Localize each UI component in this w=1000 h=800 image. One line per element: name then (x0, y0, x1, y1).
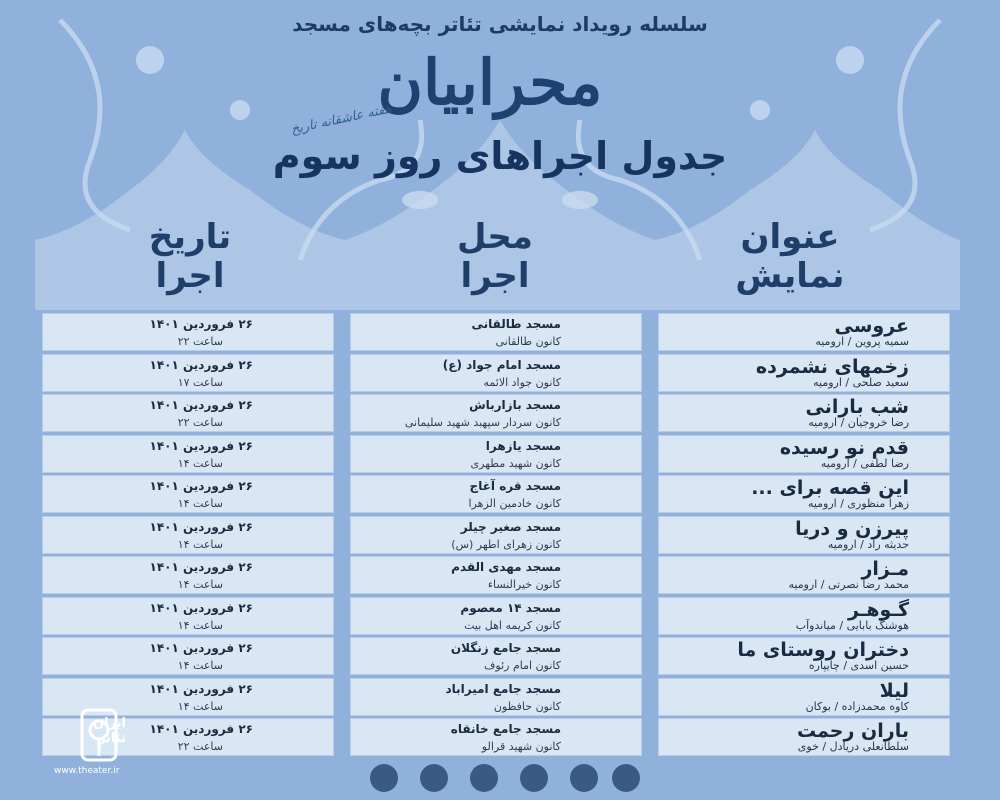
venue-mosque: مسجد ۱۴ معصوم (460, 600, 561, 615)
venue-center: کانون حافظون (493, 699, 561, 713)
venue-cell (350, 556, 642, 594)
venue-cell (350, 516, 642, 554)
date-cell (42, 313, 334, 351)
date-cell (42, 637, 334, 675)
column-header-date-line2: اجرا (155, 256, 225, 297)
date-cell (42, 516, 334, 554)
show-author: محمد رضا نصرتی / ارومیه (788, 578, 909, 591)
watermark-name: ایران تئاتر (93, 716, 126, 746)
watermark-url: www.theater.ir (54, 766, 120, 776)
table-row (0, 394, 1000, 434)
show-title: لیلا (879, 679, 909, 702)
venue-cell (350, 313, 642, 351)
show-title: عروسی (834, 315, 909, 337)
table-row (0, 637, 1000, 677)
series-heading: سلسله رویداد نمایشی تئاتر بچه‌های مسجد (292, 12, 708, 36)
performance-time: ساعت ۱۷ (177, 375, 223, 389)
show-title: قدم نو رسیده (779, 436, 909, 459)
performance-date: ۲۶ فروردین ۱۴۰۱ (149, 722, 253, 736)
performance-date: ۲۶ فروردین ۱۴۰۱ (149, 317, 253, 331)
venue-mosque: مسجد طالقانی (471, 317, 561, 331)
table-row (0, 475, 1000, 515)
column-header-place-line1: محل (457, 217, 533, 257)
performance-date: ۲۶ فروردین ۱۴۰۱ (149, 560, 253, 574)
performance-date: ۲۶ فروردین ۱۴۰۱ (149, 600, 253, 615)
show-title-cell (658, 394, 950, 432)
venue-mosque: مسجد جامع خانقاه (450, 722, 561, 736)
show-title: این قصه برای ... (751, 477, 909, 499)
venue-center: کانون امام رئوف (484, 659, 561, 672)
venue-cell (350, 394, 642, 432)
show-author: زهرا منظوری / ارومیه (807, 497, 909, 510)
table-row (0, 597, 1000, 637)
venue-mosque: مسجد یازهرا (485, 438, 561, 453)
venue-center: کانون شهید قرالو (481, 740, 561, 753)
show-title-cell (658, 678, 950, 716)
show-author: سمیه پروین / ارومیه (815, 335, 909, 348)
performance-date: ۲۶ فروردین ۱۴۰۱ (149, 519, 253, 534)
column-header-title-line2: نمایش (735, 256, 845, 297)
venue-mosque: مسجد بازارباش (469, 398, 561, 412)
venue-center: کانون کریمه اهل بیت (464, 618, 561, 632)
table-row (0, 678, 1000, 718)
venue-cell (350, 678, 642, 716)
performance-time: ساعت ۱۴ (177, 699, 223, 713)
venue-mosque: مسجد مهدی القدم (451, 560, 561, 574)
performance-time: ساعت ۱۴ (177, 497, 223, 510)
show-title: گـوهـر (848, 598, 909, 621)
venue-cell (350, 475, 642, 513)
date-cell (42, 556, 334, 594)
venue-cell (350, 354, 642, 392)
performance-time: ساعت ۱۴ (177, 456, 223, 470)
iran-theater-watermark (26, 706, 126, 786)
show-author: حسین اسدی / چایپاره (808, 659, 909, 672)
performance-date: ۲۶ فروردین ۱۴۰۱ (149, 641, 253, 655)
venue-center: کانون جواد الائمه (483, 375, 561, 389)
show-author: سلطانعلی دریادل / خوی (797, 740, 909, 753)
table-row (0, 435, 1000, 475)
column-header-date-line1: تاریخ (148, 217, 232, 257)
venue-mosque: مسجد قره آغاج (469, 479, 561, 493)
column-header-title (700, 218, 880, 296)
schedule-title: جدول اجراهای روز سوم (272, 134, 728, 178)
venue-cell (350, 718, 642, 756)
festival-logo: محرابیان (377, 46, 603, 119)
venue-mosque: مسجد امام جواد (ع) (442, 357, 561, 372)
performance-date: ۲۶ فروردین ۱۴۰۱ (149, 681, 253, 696)
venue-mosque: مسجد جامع زنگلان (450, 641, 561, 655)
show-title-cell (658, 313, 950, 351)
show-title: دختران روستای ما (737, 639, 909, 661)
venue-mosque: مسجد صغیر چیلر (460, 519, 561, 534)
show-title: باران رحمت (796, 720, 909, 742)
venue-cell (350, 597, 642, 635)
sponsor-logo (370, 764, 398, 792)
venue-center: کانون خیرالنساء (487, 578, 561, 591)
show-title: مـزار (861, 558, 909, 580)
show-author: سعید صلحی / ارومیه (813, 375, 909, 389)
show-title-cell (658, 475, 950, 513)
show-title-cell (658, 516, 950, 554)
date-cell (42, 435, 334, 473)
venue-center: کانون زهرای اطهر (س) (451, 537, 561, 551)
performance-time: ساعت ۲۲ (177, 416, 223, 429)
show-title-cell (658, 435, 950, 473)
venue-center: کانون شهید مطهری (470, 456, 561, 470)
sponsor-logo (470, 764, 498, 792)
show-title-cell (658, 556, 950, 594)
festival-logo-subtext: هفته عاشقانه تاریخ (289, 101, 393, 138)
performance-time: ساعت ۲۲ (177, 740, 223, 753)
venue-cell (350, 637, 642, 675)
show-author: کاوه محمدزاده / بوکان (805, 699, 909, 713)
show-title-cell (658, 354, 950, 392)
date-cell (42, 354, 334, 392)
venue-mosque: مسجد جامع امیراباد (445, 681, 561, 696)
show-title-cell (658, 597, 950, 635)
date-cell (42, 394, 334, 432)
column-header-title-line1: عنوان (740, 217, 840, 257)
venue-cell (350, 435, 642, 473)
sponsor-logos (350, 756, 650, 796)
show-title-cell (658, 718, 950, 756)
show-title: پیرزن و دریا (795, 517, 909, 540)
sponsor-logo (420, 764, 448, 792)
performance-date: ۲۶ فروردین ۱۴۰۱ (149, 357, 253, 372)
sponsor-logo (570, 764, 598, 792)
date-cell (42, 597, 334, 635)
venue-center: کانون خادمین الزهرا (468, 497, 561, 510)
column-header-place-line2: اجرا (460, 256, 530, 297)
show-author: رضا لطفی / ارومیه (820, 456, 909, 470)
performance-time: ساعت ۲۲ (177, 335, 223, 348)
table-row (0, 556, 1000, 596)
performance-time: ساعت ۱۴ (177, 618, 223, 632)
date-cell (42, 475, 334, 513)
performance-time: ساعت ۱۴ (177, 578, 223, 591)
show-author: حدیثه راد / ارومیه (827, 537, 909, 551)
venue-center: کانون سردار سپهبد شهید سلیمانی (404, 416, 561, 429)
sponsor-logo (612, 764, 640, 792)
table-row (0, 718, 1000, 758)
performance-date: ۲۶ فروردین ۱۴۰۱ (149, 438, 253, 453)
column-header-date (105, 218, 275, 296)
performance-date: ۲۶ فروردین ۱۴۰۱ (149, 398, 253, 412)
show-author: رضا خروجیان / ارومیه (808, 416, 909, 429)
show-title: زخمهای نشمرده (755, 355, 909, 378)
performance-time: ساعت ۱۴ (177, 537, 223, 551)
show-title-cell (658, 637, 950, 675)
column-header-place (395, 218, 595, 296)
table-row (0, 354, 1000, 394)
show-author: هوشنگ بابایی / میاندوآب (795, 618, 909, 632)
performance-date: ۲۶ فروردین ۱۴۰۱ (149, 479, 253, 493)
sponsor-logo (520, 764, 548, 792)
performance-time: ساعت ۱۴ (177, 659, 223, 672)
venue-center: کانون طالقانی (495, 335, 561, 348)
table-row (0, 313, 1000, 353)
table-row (0, 516, 1000, 556)
show-title: شب بارانی (805, 396, 909, 418)
